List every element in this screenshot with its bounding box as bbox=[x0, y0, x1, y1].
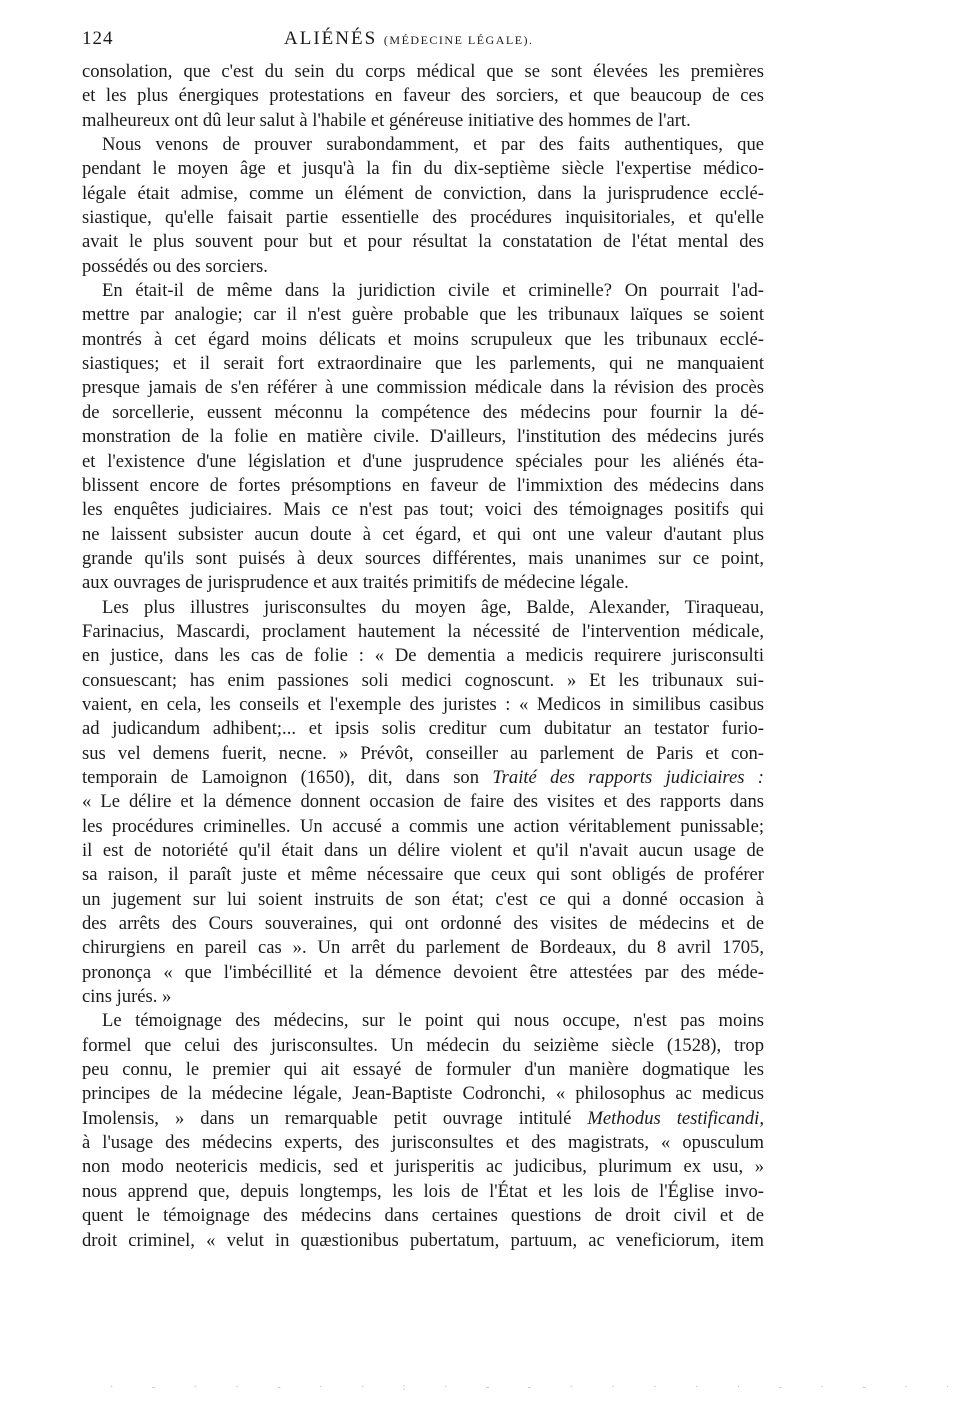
page-body bbox=[82, 60, 764, 1253]
text-line: siastique, qu'elle faisait partie essentielle des procédures inquisitoriales, et qu'elle bbox=[82, 207, 764, 229]
italic-title-book: Methodus testificandi, bbox=[587, 1107, 764, 1129]
text-line: malheureux ont dû leur salut à l'habile et généreuse initiative des hommes de l'art. bbox=[82, 109, 691, 131]
text-line: En était-il de même dans la juridiction civile et criminelle? On pourrait l'ad- bbox=[102, 280, 764, 302]
text-line: chirurgiens en pareil cas ». Un arrêt du parlement de Bordeaux, du 8 avril 1705, bbox=[82, 937, 764, 959]
text-line: ad judicandum adhibent;... et ipsis solis creditur cum dubitatur an testator furio- bbox=[82, 718, 764, 740]
text-line-with-italic bbox=[82, 1107, 764, 1131]
text-line: et les plus énergiques protestations en faveur des sorciers, et que beaucoup de ces bbox=[82, 85, 764, 107]
text-line: nous apprend que, depuis longtemps, les lois de l'État et les lois de l'Église invo- bbox=[82, 1180, 764, 1202]
text-line: les procédures criminelles. Un accusé a commis une action véritablement punissable; bbox=[82, 815, 764, 837]
text-line: aux ouvrages de jurisprudence et aux traités primitifs de médecine légale. bbox=[82, 572, 629, 594]
text-line: il est de notoriété qu'il était dans un délire violent et qu'il n'avait aucun usage de bbox=[82, 840, 764, 861]
text-line: principes de la médecine légale, Jean-Baptiste Codronchi, « philosophus ac medicus bbox=[82, 1083, 764, 1105]
text-line: avait le plus souvent pour but et pour résultat la constatation de l'état mental des bbox=[82, 231, 764, 253]
text-line: presque jamais de s'en référer à une commission médicale dans la révision des procès bbox=[82, 377, 764, 399]
scan-specks: · - · · - · · : · - - · · · · · - · - · · bbox=[110, 1382, 967, 1393]
text-line: légale était admise, comme un élément de conviction, dans la jurisprudence ecclé- bbox=[82, 182, 764, 204]
text-line: des arrêts des Cours souveraines, qui ont ordonné des visites de médecins et de bbox=[82, 913, 764, 935]
text-line: consolation, que c'est du sein du corps médical que se sont élevées les premières bbox=[82, 61, 764, 82]
text-line: montrés à cet égard moins délicats et moins scrupuleux que les tribunaux ecclé- bbox=[82, 328, 764, 350]
text-line: quent le témoignage des médecins dans certaines questions de droit civil et de bbox=[82, 1205, 764, 1227]
text-line: Les plus illustres jurisconsultes du moyen âge, Balde, Alexander, Tiraqueau, bbox=[102, 596, 764, 618]
text-line: possédés ou des sorciers. bbox=[82, 255, 268, 277]
text-line: ne laissent subsister aucun doute à cet égard, et qui ont une valeur d'autant plus bbox=[82, 523, 764, 545]
running-head bbox=[284, 28, 534, 50]
text-line-with-italic bbox=[82, 766, 764, 790]
text-line: les enquêtes judiciaires. Mais ce n'est pas tout; voici des témoignages positifs qui bbox=[82, 499, 764, 521]
text-line: mettre par analogie; car il n'est guère probable que les tribunaux laïques se soient bbox=[82, 304, 764, 326]
text-line: un jugement sur lui soient instruits de son état; c'est ce qui a donné occasion à bbox=[82, 888, 764, 910]
text-line: non modo neotericis medicis, sed et jurisperitis ac judicibus, plurimum ex usu, » bbox=[82, 1156, 764, 1178]
text-line: peu connu, le premier qui ait essayé de formuler d'un manière dogmatique les bbox=[82, 1059, 764, 1081]
text-line: cins jurés. » bbox=[82, 986, 172, 1008]
page-number: 124 bbox=[82, 28, 114, 49]
text-line: blissent encore de fortes présomptions en faveur de l'immixtion des médecins dans bbox=[82, 474, 764, 496]
text-line: consuescant; has enim passiones soli medici cognoscunt. » Et les tribunaux sui- bbox=[82, 669, 764, 691]
text-line: vaient, en cela, les conseils et l'exemple des juristes : « Medicos in similibus casibus bbox=[82, 693, 764, 715]
text-line: monstration de la folie en matière civile. D'ailleurs, l'institution des médecins jurés bbox=[82, 426, 764, 448]
page-header bbox=[82, 28, 764, 54]
text-line: de sorcellerie, eussent méconnu la compétence des médecins pour fournir la dé- bbox=[82, 401, 764, 423]
text-line: « Le délire et la démence donnent occasion de faire des visites et des rapports dans bbox=[82, 791, 764, 813]
text-line: formel que celui des jurisconsultes. Un médecin du seizième siècle (1528), trop bbox=[82, 1034, 764, 1056]
text-line: sus vel demens fuerit, necne. » Prévôt, conseiller au parlement de Paris et con- bbox=[82, 742, 764, 764]
text-line: prononça « que l'imbécillité et la démence devoient être attestées par des méde- bbox=[82, 961, 764, 983]
italic-title-treatise: Traité des rapports judiciaires : bbox=[492, 766, 764, 788]
text-span: Imolensis, » dans un remarquable petit ouvrage intitulé bbox=[82, 1107, 588, 1129]
text-span: temporain de Lamoignon (1650), dit, dans son bbox=[82, 766, 493, 788]
text-line: Le témoignage des médecins, sur le point qui nous occupe, n'est pas moins bbox=[102, 1010, 764, 1032]
running-head-title: ALIÉNÉS bbox=[284, 28, 378, 49]
text-line: pendant le moyen âge et jusqu'à la fin du dix-septième siècle l'expertise médico- bbox=[82, 158, 764, 180]
text-line: et l'existence d'une législation et d'une jusprudence spéciales pour les aliénés éta- bbox=[82, 450, 764, 472]
text-line: siastiques; et il serait fort extraordinaire que les parlements, qui ne manquaient bbox=[82, 353, 764, 375]
text-line: en justice, dans les cas de folie : « De dementia a medicis requirere jurisconsulti bbox=[82, 645, 764, 667]
text-line: droit criminel, « velut in quæstionibus pubertatum, partuum, ac veneficiorum, item bbox=[82, 1229, 764, 1251]
text-line: à l'usage des médecins experts, des jurisconsultes et des magistrats, « opusculum bbox=[82, 1132, 764, 1154]
text-line: grande qu'ils sont puisés à deux sources différentes, mais unanimes sur ce point, bbox=[82, 547, 764, 569]
text-line: Nous venons de prouver surabondamment, et par des faits authentiques, que bbox=[102, 134, 764, 156]
running-head-subtitle: (MÉDECINE LÉGALE). bbox=[383, 33, 534, 47]
text-line: sa raison, il paraît juste et même nécessaire que ceux qui sont obligés de proférer bbox=[82, 864, 764, 886]
text-line: Farinacius, Mascardi, proclament hautement la nécessité de l'intervention médicale, bbox=[82, 620, 764, 642]
